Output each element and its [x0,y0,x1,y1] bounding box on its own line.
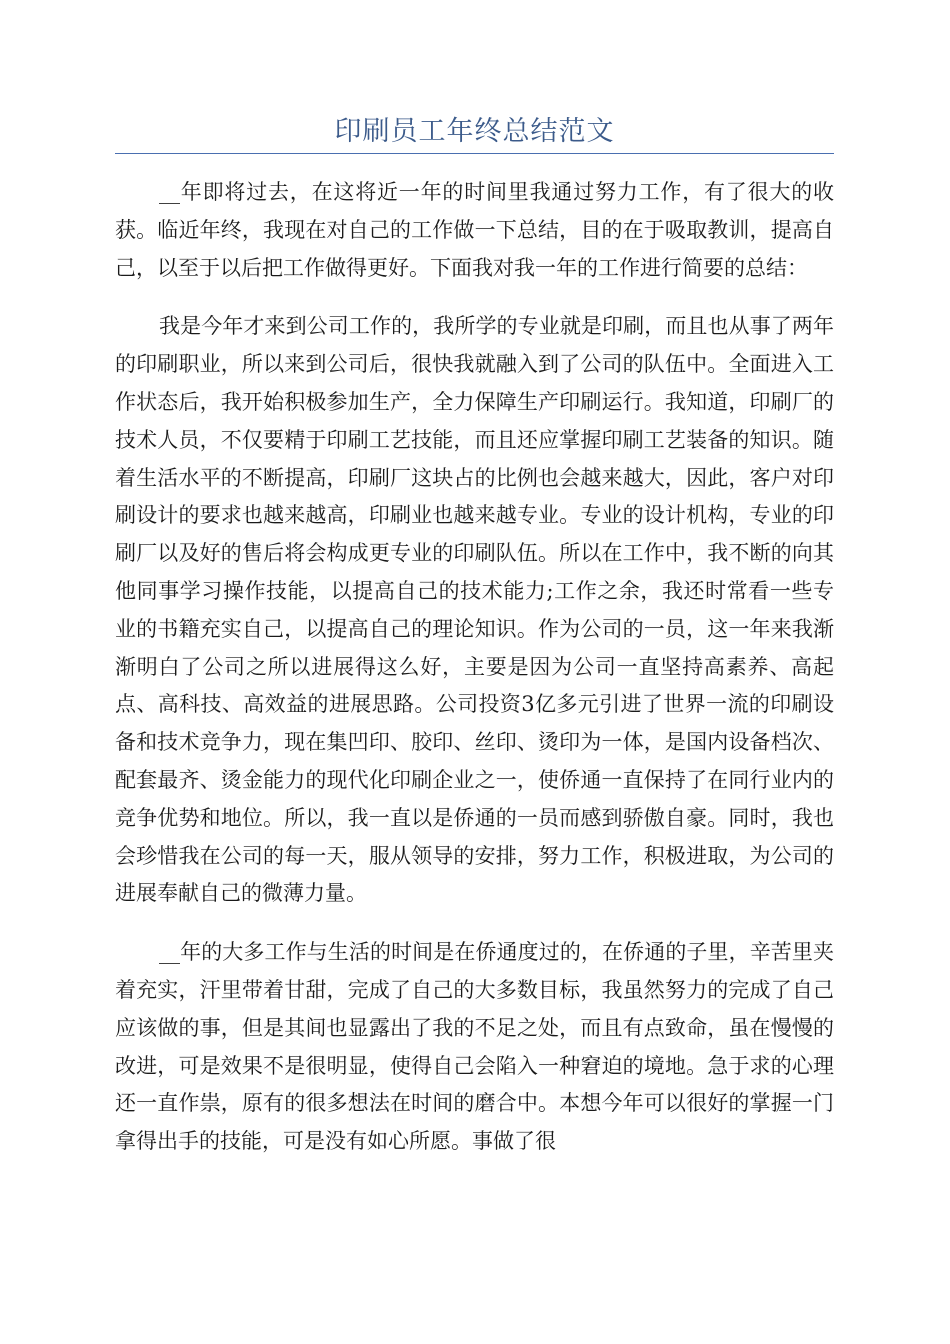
document-body [115,174,834,1182]
title-underline [115,153,834,154]
paragraph-company-work: 我是今年才来到公司工作的，我所学的专业就是印刷，而且也从事了两年的印刷职业，所以来到公司后，很快我就融入到了公司的队伍中。全面进入工作状态后，我开始积极参加生产，全力保障生产印刷运行。我知道，印刷厂的技术人员，不仅要精于印刷工艺技能，而且还应掌握印刷工艺装备的知识。随着生活水平的不断提高，印刷厂这块占的比例也会越来越大，因此，客户对印刷设计的要求也越来越高，印刷业也越来越专业。专业的设计机构，专业的印刷厂以及好的售后将会构成更专业的印刷队伍。所以在工作中，我不断的向其他同事学习操作技能，以提高自己的技术能力;工作之余，我还时常看一些专业的书籍充实自己，以提高自己的理论知识。作为公司的一员，这一年来我渐渐明白了公司之所以进展得这么好，主要是因为公司一直坚持高素养、高起点、高科技、高效益的进展思路。公司投资3亿多元引进了世界一流的印刷设备和技术竞争力，现在集凹印、胶印、丝印、烫印为一体，是国内设备档次、配套最齐、烫金能力的现代化印刷企业之一，使侨通一直保持了在同行业内的竞争优势和地位。所以，我一直以是侨通的一员而感到骄傲自豪。同时，我也会珍惜我在公司的每一天，服从领导的安排，努力工作，积极进取，为公司的进展奉献自己的微薄力量。 [115,314,834,906]
paragraph-intro: __年即将过去，在这将近一年的时间里我通过努力工作，有了很大的收获。临近年终，我现在对自己的工作做一下总结，目的在于吸取教训，提高自己，以至于以后把工作做得更好。下面我对我一年的工作进行简要的总结： [115,180,834,280]
paragraph-shortcomings: __年的大多工作与生活的时间是在侨通度过的，在侨通的子里，辛苦里夹着充实，汗里带着甘甜，完成了自己的大多数目标，我虽然努力的完成了自己应该做的事，但是其间也显露出了我的不足之处，而且有点致命，虽在慢慢的改进，可是效果不是很明显，使得自己会陷入一种窘迫的境地。急于求的心理还一直作祟，原有的很多想法在时间的磨合中。本想今年可以很好的掌握一门拿得出手的技能，可是没有如心所愿。事做了很 [115,940,834,1154]
document-title: 印刷员工年终总结范文 [334,116,615,147]
